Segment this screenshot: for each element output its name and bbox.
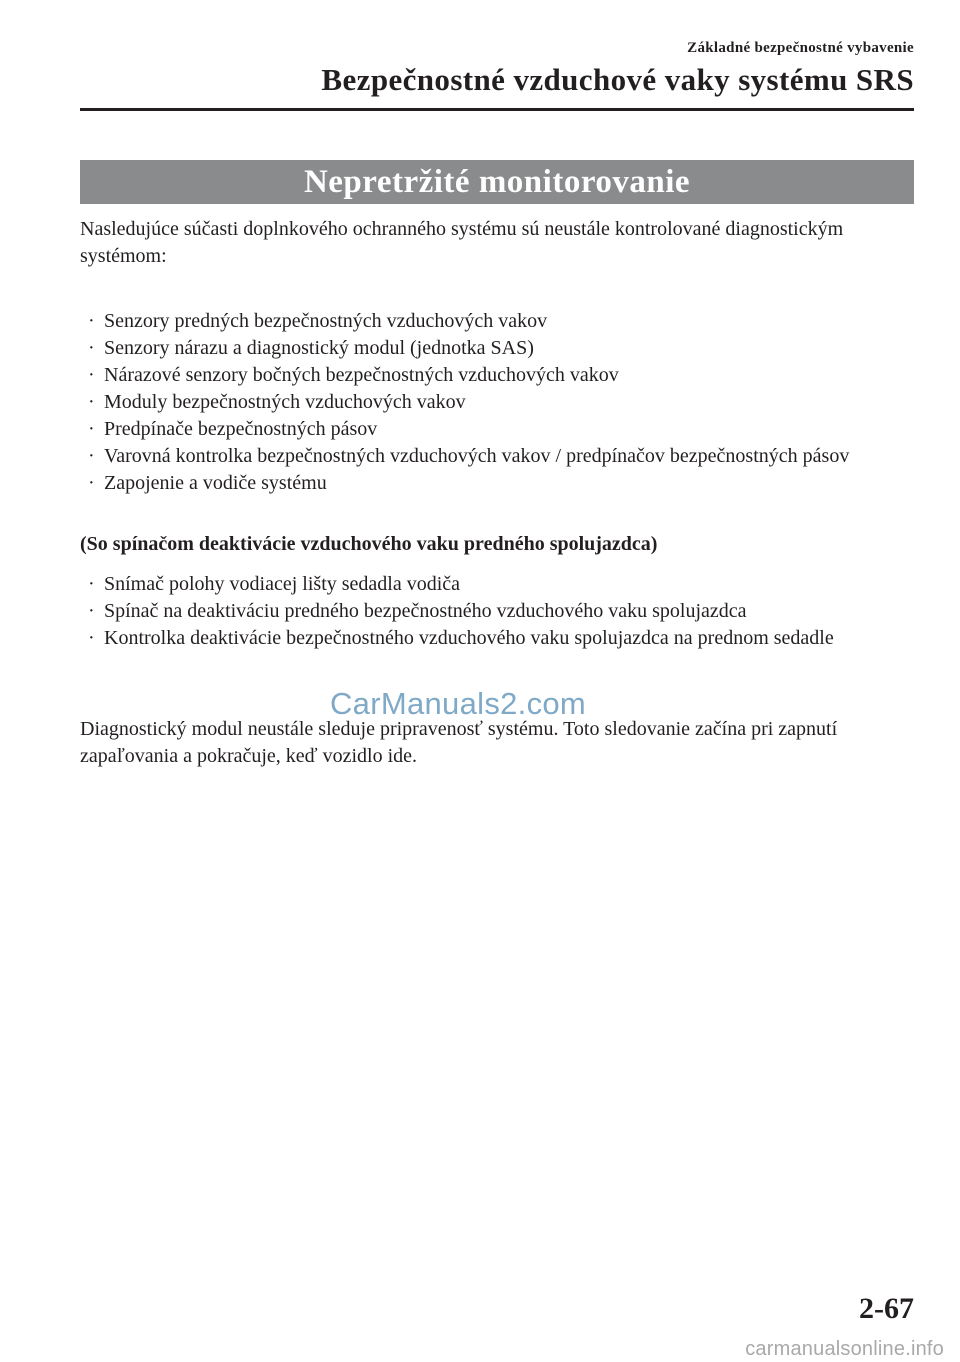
bullet-glyph: · <box>88 627 95 649</box>
page-header-title: Bezpečnostné vzduchové vaky systému SRS <box>321 62 914 97</box>
list-item <box>88 308 898 335</box>
bullet-glyph: · <box>88 600 95 622</box>
bullet-glyph: · <box>88 337 95 359</box>
list-item-text: Nárazové senzory bočných bezpečnostných vzduchových vakov <box>104 364 619 386</box>
list-item <box>88 443 898 470</box>
list-item <box>88 362 898 389</box>
list-item-text: Predpínače bezpečnostných pásov <box>104 418 378 440</box>
list-item <box>88 389 898 416</box>
list-item-text: Moduly bezpečnostných vzduchových vakov <box>104 391 466 413</box>
header-divider <box>80 108 914 111</box>
passenger-switch-subheading: (So spínačom deaktivácie vzduchového vaku predného spolujazdca) <box>80 533 658 555</box>
list-item-text: Snímač polohy vodiacej lišty sedadla vodiča <box>104 573 461 595</box>
list-item <box>88 598 898 625</box>
list-item <box>88 470 898 497</box>
chapter-title: Základné bezpečnostné vybavenie <box>687 40 914 56</box>
closing-paragraph: Diagnostický modul neustále sleduje pripravenosť systému. Toto sledovanie začína pri zapnutí zapaľovania a pokračuje, keď vozidlo ide. <box>80 718 838 767</box>
component-list <box>88 308 898 497</box>
bullet-glyph: · <box>88 445 95 467</box>
list-item-text: Zapojenie a vodiče systému <box>104 472 327 494</box>
list-item-text: Senzory nárazu a diagnostický modul (jednotka SAS) <box>104 337 534 359</box>
section-title-banner: Nepretržité monitorovanie <box>80 160 914 204</box>
list-item <box>88 571 898 598</box>
switch-component-list <box>88 571 898 652</box>
bullet-glyph: · <box>88 391 95 413</box>
page-number: 2-67 <box>859 1292 914 1325</box>
list-item <box>88 335 898 362</box>
intro-paragraph: Nasledujúce súčasti doplnkového ochranného systému sú neustále kontrolované diagnostickým systémom: <box>80 218 844 267</box>
list-item-text: Varovná kontrolka bezpečnostných vzduchových vakov / predpínačov bezpečnostných pásov <box>104 445 850 467</box>
list-item-text: Kontrolka deaktivácie bezpečnostného vzduchového vaku spolujazdca na prednom sedadle <box>104 627 834 649</box>
bullet-glyph: · <box>88 472 95 494</box>
list-item-text: Spínač na deaktiváciu predného bezpečnostného vzduchového vaku spolujazdca <box>104 600 747 622</box>
list-item <box>88 416 898 443</box>
list-item <box>88 625 898 652</box>
list-item-text: Senzory predných bezpečnostných vzduchových vakov <box>104 310 548 332</box>
bullet-glyph: · <box>88 573 95 595</box>
footer-site-watermark: carmanualsonline.info <box>745 1338 944 1360</box>
bullet-glyph: · <box>88 364 95 386</box>
bullet-glyph: · <box>88 418 95 440</box>
watermark: CarManuals2.com <box>330 686 587 721</box>
bullet-glyph: · <box>88 310 95 332</box>
